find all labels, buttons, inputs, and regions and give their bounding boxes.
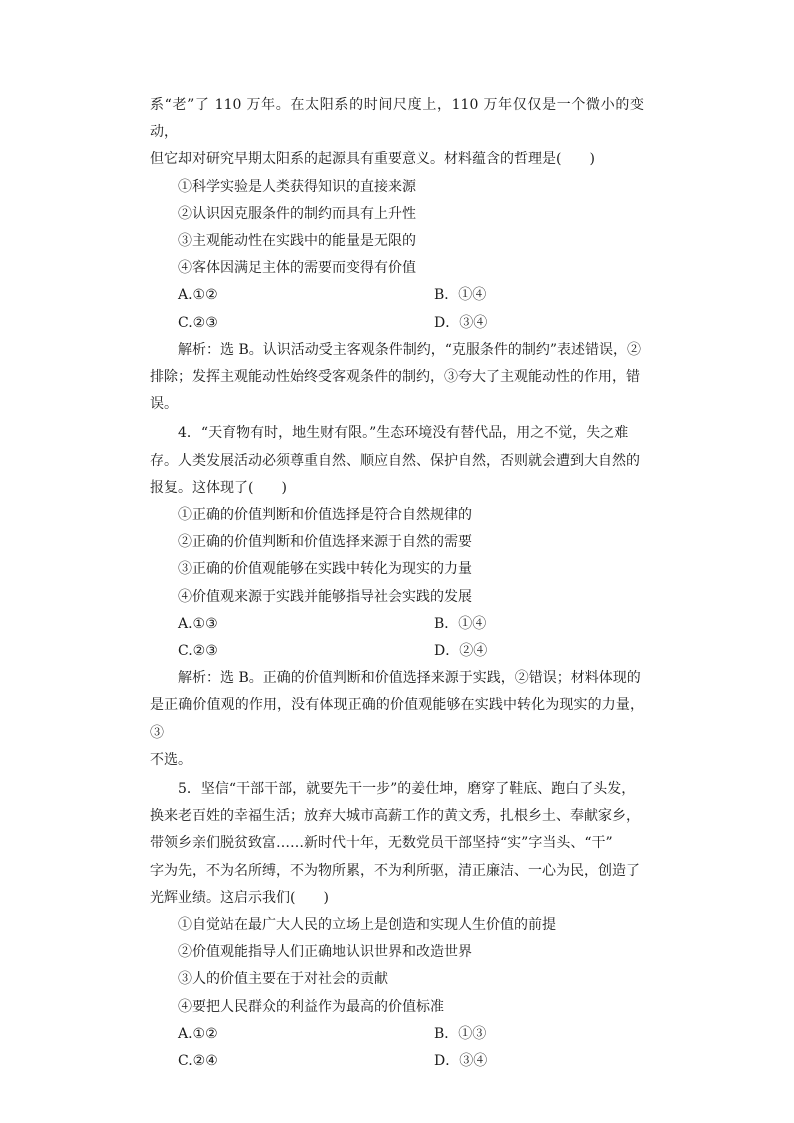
answer-choices-row <box>150 611 644 638</box>
statement-option-1: ①科学实验是人类获得知识的直接来源 <box>178 178 416 195</box>
answer-choices-row <box>150 1021 644 1048</box>
statement-option-1: ①自觉站在最广大人民的立场上是创造和实现人生价值的前提 <box>178 917 556 934</box>
choice-d: D．③④ <box>434 1053 488 1070</box>
analysis-line: 排除；发挥主观能动性始终受客观条件的制约，③夸大了主观能动性的作用，错 <box>150 369 640 385</box>
choice-b: B．①④ <box>434 287 487 304</box>
statement-option-3: ③正确的价值观能够在实践中转化为现实的力量 <box>178 561 472 578</box>
statement-option-1: ①正确的价值判断和价值选择是符合自然规律的 <box>178 507 472 524</box>
statement-option-2: ②正确的价值判断和价值选择来源于自然的需要 <box>178 534 472 551</box>
answer-choices-row <box>150 310 644 337</box>
question-stem-line: 但它却对研究早期太阳系的起源具有重要意义。材料蕴含的哲理是( ) <box>150 151 595 168</box>
question-stem-line: 存。人类发展活动必须尊重自然、顺应自然、保护自然，否则就会遭到大自然的 <box>150 452 640 469</box>
statement-option-4: ④价值观来源于实践并能够指导社会实践的发展 <box>178 588 472 605</box>
statement-option-2: ②价值观能指导人们正确地认识世界和改造世界 <box>178 944 472 961</box>
choice-c: C.②③ <box>178 643 218 660</box>
answer-choices-row <box>150 1048 644 1075</box>
statement-option-3: ③主观能动性在实践中的能量是无限的 <box>178 233 416 250</box>
statement-option-3: ③人的价值主要在于对社会的贡献 <box>178 971 388 988</box>
analysis-line: 不选。 <box>150 751 192 768</box>
question-stem-line: 报复。这体现了( ) <box>150 479 287 496</box>
question-stem-line: 字为先，不为名所缚，不为物所累，不为利所驱，清正廉洁、一心为民，创造了 <box>150 862 640 879</box>
question-stem-line: 4．“天育物有时，地生财有限。”生态环境没有替代品，用之不觉，失之难 <box>178 425 629 442</box>
statement-option-4: ④客体因满足主体的需要而变得有价值 <box>178 260 416 277</box>
analysis-line: 解析：选 B。正确的价值判断和价值选择来源于实践，②错误；材料体现的 <box>178 670 641 687</box>
analysis-line: 解析：选 B。认识活动受主客观条件制约，“克服条件的制约”表述错误，② <box>178 341 642 358</box>
choice-a: A.①② <box>178 287 218 304</box>
question-stem-line: 光辉业绩。这启示我们( ) <box>150 889 329 906</box>
question-stem-line: 换来老百姓的幸福生活；放弃大城市高薪工作的黄文秀，扎根乡土、奉献家乡， <box>150 808 640 825</box>
question-3 <box>150 92 644 418</box>
choice-b: B．①④ <box>434 615 487 632</box>
choice-a: A.①② <box>178 1025 218 1042</box>
answer-choices-row <box>150 638 644 665</box>
choice-c: C.②④ <box>178 1053 218 1070</box>
page-content <box>150 92 644 1075</box>
choice-a: A.①③ <box>178 615 218 632</box>
analysis-line: 是正确价值观的作用，没有体现正确的价值观能够在实践中转化为现实的力量，③ <box>150 697 644 741</box>
statement-option-4: ④要把人民群众的利益作为最高的价值标准 <box>178 998 444 1015</box>
question-stem-line: 带领乡亲们脱贫致富……新时代十年，无数党员干部坚持“实”字当头、“干” <box>150 835 613 852</box>
analysis-line: 误。 <box>150 396 178 413</box>
question-5 <box>150 776 644 1075</box>
question-4 <box>150 420 644 774</box>
statement-option-2: ②认识因克服条件的制约而具有上升性 <box>178 205 416 222</box>
question-stem-line: 系“老”了 110 万年。在太阳系的时间尺度上，110 万年仅仅是一个微小的变动， <box>150 97 644 141</box>
choice-d: D．③④ <box>434 314 488 331</box>
question-stem-line: 5．坚信“干部干部，就要先干一步”的姜仕坤，磨穿了鞋底、跑白了头发， <box>178 781 636 798</box>
choice-b: B．①③ <box>434 1025 487 1042</box>
choice-c: C.②③ <box>178 314 218 331</box>
choice-d: D．②④ <box>434 643 488 660</box>
answer-choices-row <box>150 282 644 309</box>
